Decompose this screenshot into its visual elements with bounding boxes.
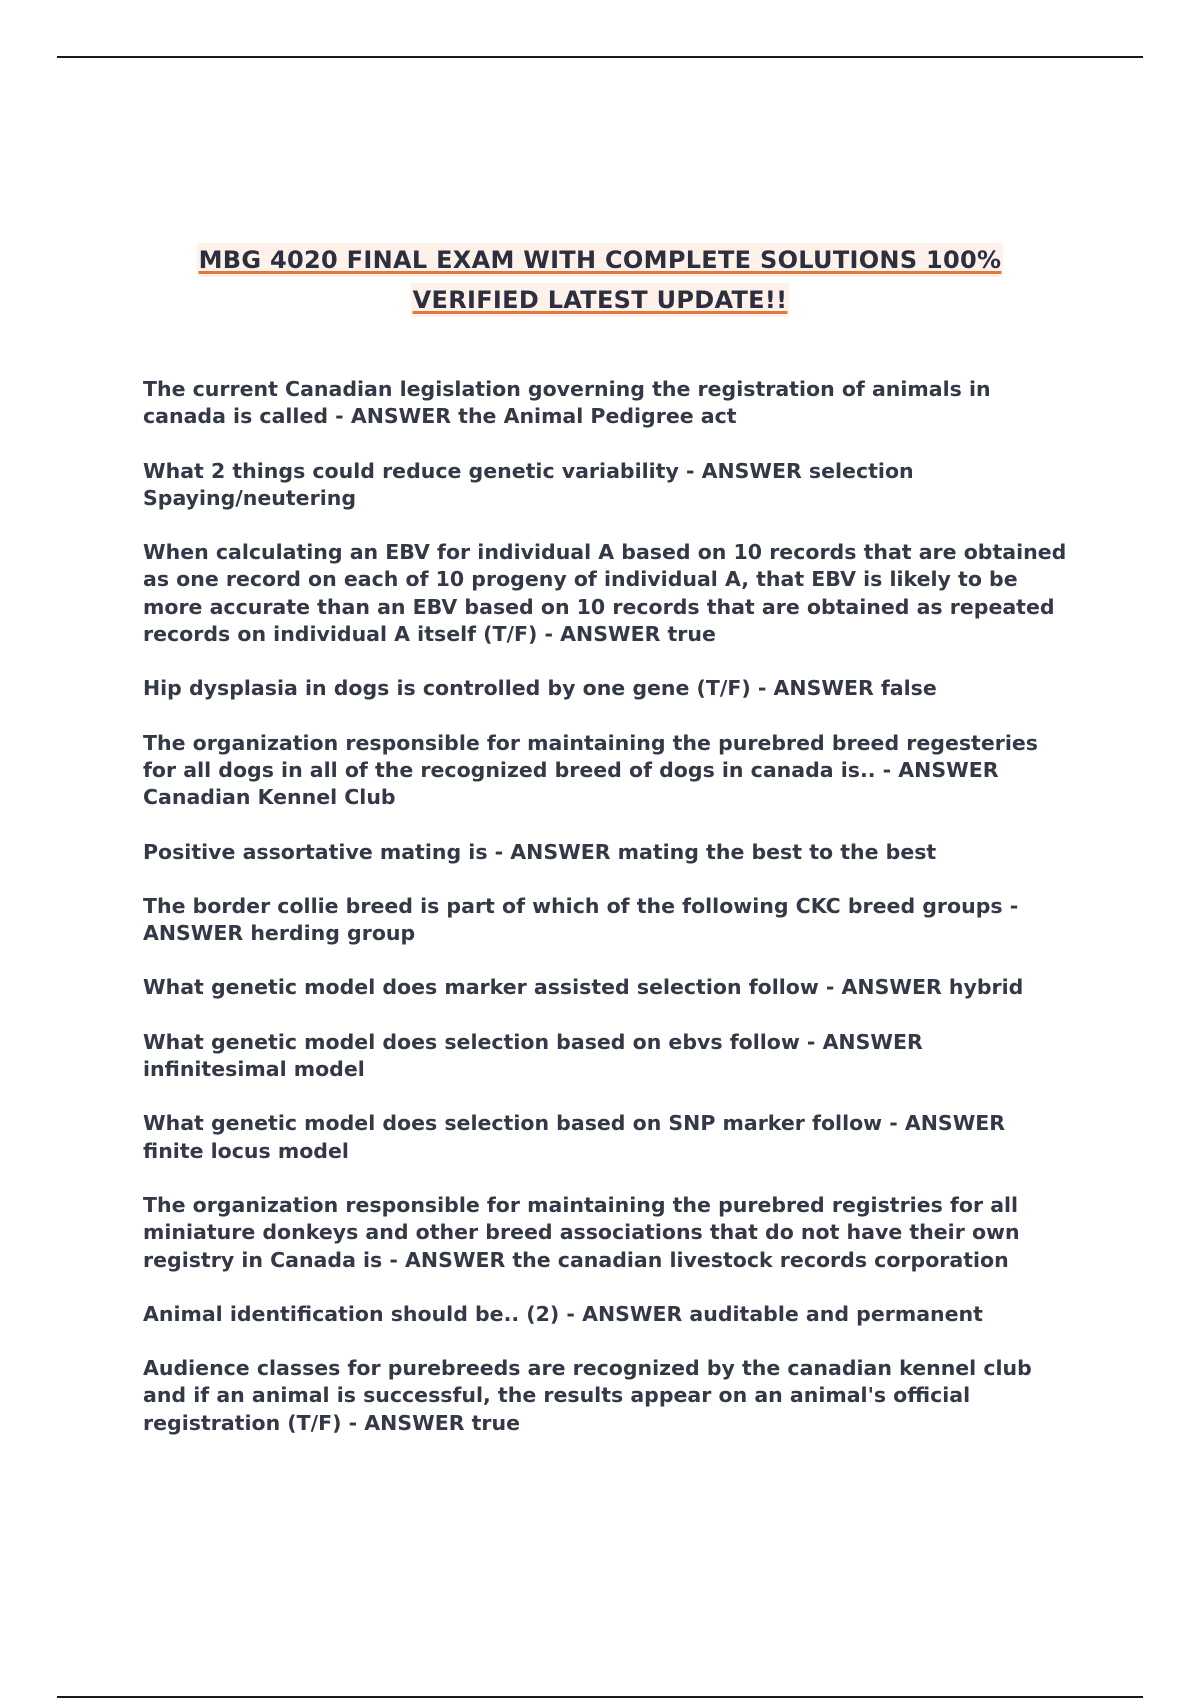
- title-line-1: MBG 4020 FINAL EXAM WITH COMPLETE SOLUTIONS 100%: [130, 240, 1070, 280]
- qa-item: The border collie breed is part of which of the following CKC breed groups - ANSWER herding group: [143, 893, 1019, 946]
- qa-item: What genetic model does selection based on SNP marker follow - ANSWER finite locus model: [143, 1111, 1006, 1163]
- document-title: [130, 240, 1070, 320]
- qa-item: Animal identification should be.. (2) - ANSWER auditable and permanent: [143, 1301, 983, 1326]
- header-rule: [57, 56, 1143, 58]
- qa-item: Positive assortative mating is - ANSWER mating the best to the best: [143, 839, 937, 864]
- qa-item: The organization responsible for maintaining the purebred breed regesteries for all dogs in all of the recognized breed of dogs in canada is.. - ANSWER Canadian Kennel Club: [143, 730, 1038, 810]
- qa-item: When calculating an EBV for individual A based on 10 records that are obtained as one record on each of 10 progeny of individual A, that EBV is likely to be more accurate than an EBV based on 10 records that are obtained as repeated records on individual A itself (T/F) - ANSWER true: [143, 540, 1067, 647]
- qa-item: The organization responsible for maintaining the purebred registries for all miniature donkeys and other breed associations that do not have their own registry in Canada is - ANSWER the canadian livestock records corporation: [143, 1192, 1020, 1272]
- qa-item: Audience classes for purebreeds are recognized by the canadian kennel club and if an animal is successful, the results appear on an animal's official registration (T/F) - ANSWER true: [143, 1356, 1032, 1435]
- qa-item: The current Canadian legislation governing the registration of animals in canada is called - ANSWER the Animal Pedigree act: [143, 377, 991, 429]
- qa-item: Hip dysplasia in dogs is controlled by one gene (T/F) - ANSWER false: [143, 676, 937, 701]
- qa-item: What genetic model does marker assisted selection follow - ANSWER hybrid: [143, 975, 1024, 1000]
- qa-item: What 2 things could reduce genetic variability - ANSWER selection Spaying/neutering: [143, 458, 914, 510]
- qa-list: [143, 376, 1068, 1464]
- qa-item: What genetic model does selection based on ebvs follow - ANSWER infinitesimal model: [143, 1029, 923, 1082]
- footer-rule: [57, 1696, 1143, 1698]
- title-line-2: VERIFIED LATEST UPDATE!!: [130, 280, 1070, 320]
